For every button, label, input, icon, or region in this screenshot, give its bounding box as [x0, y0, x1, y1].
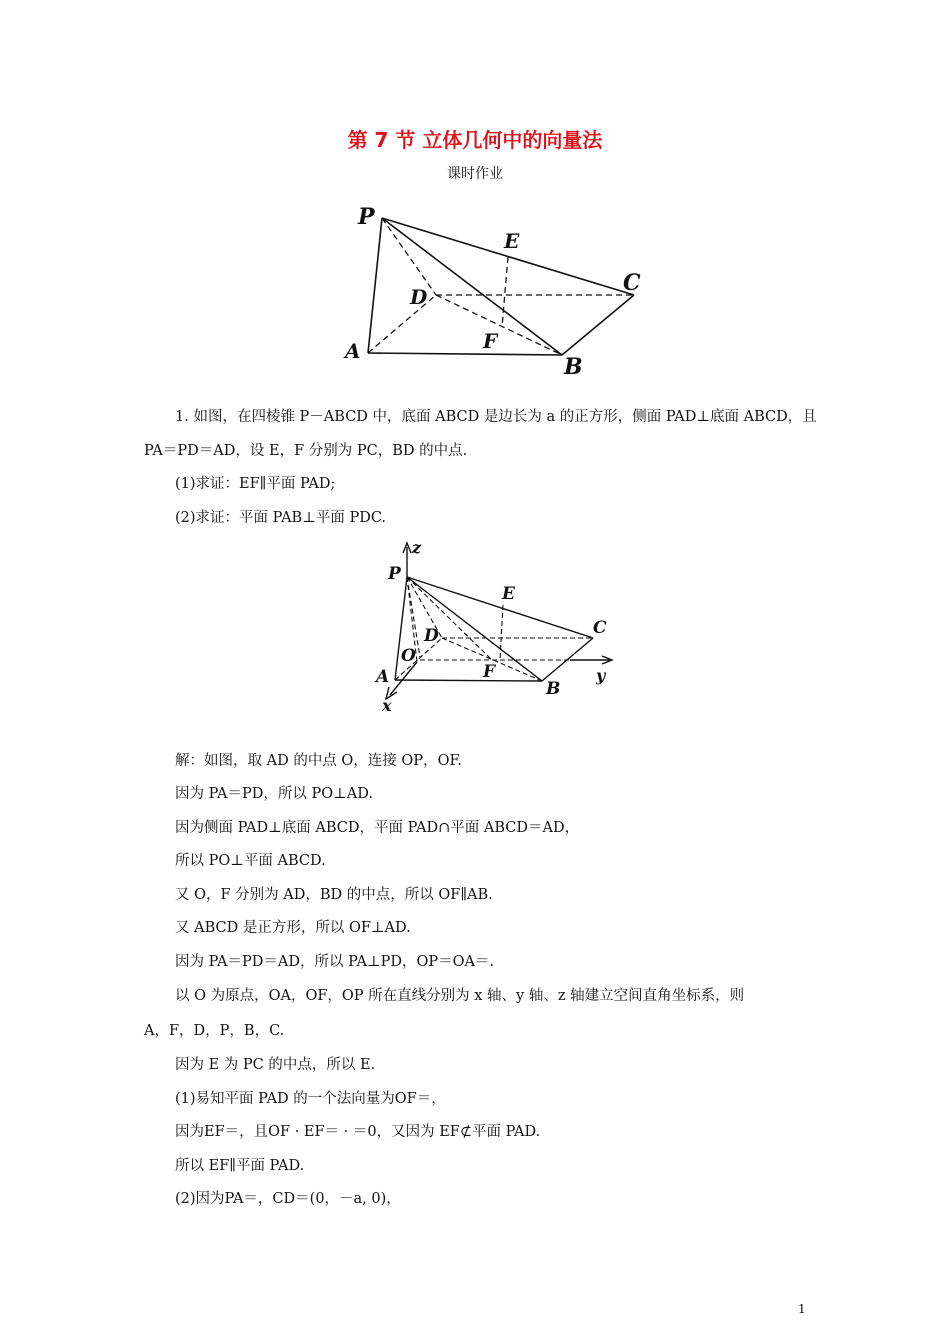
- pyramid-figure-2-coordinates: [370, 535, 630, 715]
- label-b: B: [564, 354, 583, 380]
- label-d: D: [410, 285, 428, 309]
- label-o2: O: [401, 646, 416, 666]
- problem-part-1: (1)求证：EF∥平面 PAD;: [175, 476, 336, 492]
- solution-line: 所以 EF∥平面 PAD.: [175, 1158, 305, 1174]
- solution-line: 又 ABCD 是正方形，所以 OF⊥AD.: [175, 920, 411, 936]
- page-subtitle: 课时作业: [447, 166, 503, 182]
- solution-line: 因为 E 为 PC 的中点，所以 E.: [175, 1057, 376, 1073]
- problem-line-1: 1. 如图，在四棱锥 P－ABCD 中，底面 ABCD 是边长为 a 的正方形，侧面 PAD⊥底面 ABCD，且: [175, 409, 817, 425]
- solution-line: 因为 PA＝PD，所以 PO⊥AD.: [175, 786, 373, 802]
- solution-line: 因为侧面 PAD⊥底面 ABCD，平面 PAD∩平面 ABCD＝AD，: [175, 820, 580, 836]
- label-d2: D: [424, 626, 439, 646]
- axis-label-x: x: [382, 696, 392, 715]
- label-a2: A: [376, 667, 390, 687]
- label-c2: C: [593, 618, 607, 638]
- problem-line-2: PA＝PD＝AD，设 E，F 分别为 PC，BD 的中点.: [144, 443, 468, 459]
- label-p: P: [358, 204, 375, 230]
- problem-part-2: (2)求证：平面 PAB⊥平面 PDC.: [175, 510, 387, 526]
- label-b2: B: [546, 679, 561, 699]
- solution-line: A，F，D，P，B，C.: [144, 1023, 285, 1039]
- solution-line: 因为 PA＝PD＝AD，所以 PA⊥PD，OP＝OA＝.: [175, 954, 495, 970]
- label-f2: F: [483, 662, 496, 682]
- solution-line: (1)易知平面 PAD 的一个法向量为OF＝，: [175, 1091, 446, 1107]
- label-f: F: [483, 329, 498, 353]
- page-number: 1: [798, 1302, 806, 1316]
- solution-line: 所以 PO⊥平面 ABCD.: [175, 853, 326, 869]
- axis-label-y: y: [596, 666, 606, 685]
- axis-label-z: z: [412, 538, 422, 557]
- label-e2: E: [502, 584, 515, 604]
- solution-line: 又 O，F 分别为 AD，BD 的中点，所以 OF∥AB.: [175, 887, 493, 903]
- solution-line: 解：如图，取 AD 的中点 O，连接 OP，OF.: [175, 753, 462, 769]
- label-p2: P: [388, 564, 401, 584]
- label-a: A: [345, 339, 361, 363]
- solution-line: 因为EF＝，且OF · EF＝ · ＝0，又因为 EF⊄平面 PAD.: [175, 1124, 541, 1140]
- pyramid-figure-1: [340, 200, 660, 380]
- page-title: 第 7 节 立体几何中的向量法: [347, 128, 603, 152]
- solution-line: (2)因为PA＝，CD＝(0，－a, 0)，: [175, 1191, 401, 1207]
- label-e: E: [504, 229, 520, 253]
- solution-line: 以 O 为原点，OA，OF，OP 所在直线分别为 x 轴、y 轴、z 轴建立空间直角坐标系，则: [175, 988, 745, 1004]
- label-c: C: [623, 270, 641, 296]
